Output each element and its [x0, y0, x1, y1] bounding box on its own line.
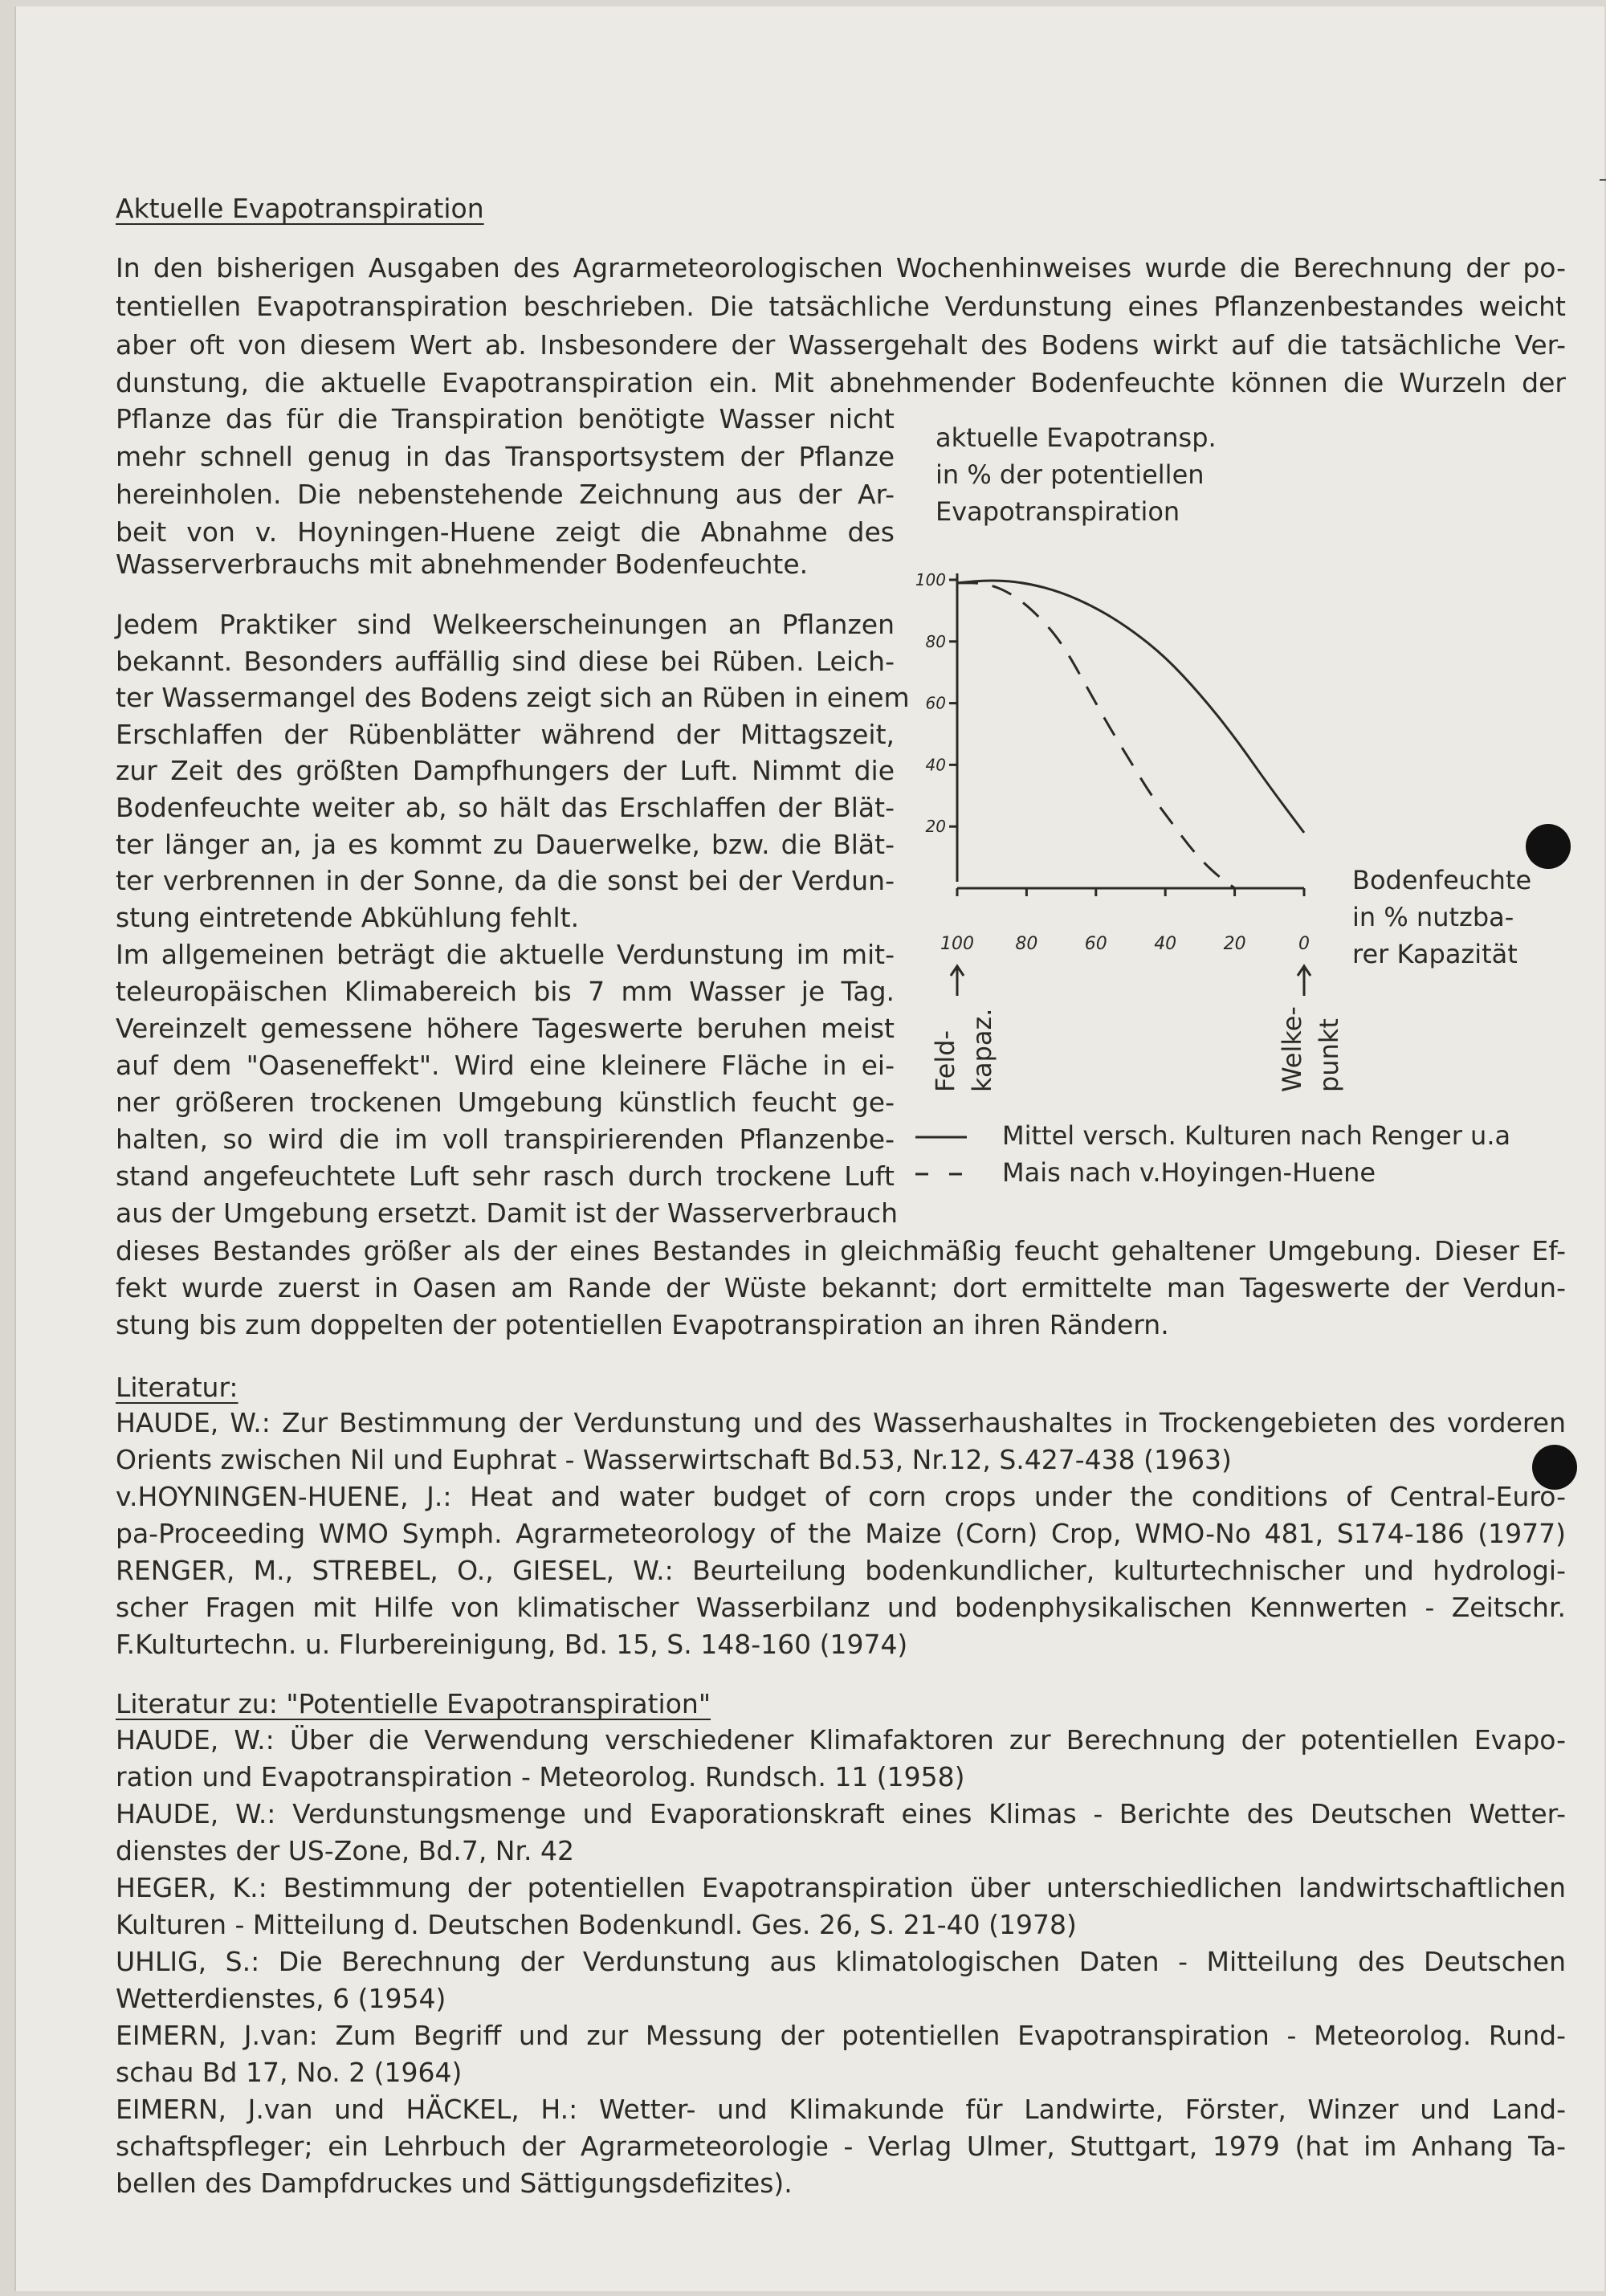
body-line: teleuropäischen Klimabereich bis 7 mm Wasser je Tag. — [116, 976, 895, 1007]
chart-x-axis-label: Bodenfeuchte in % nutzba- rer Kapazität — [1352, 865, 1532, 969]
body-line: dieses Bestandes größer als der eines Bestandes in gleichmäßig feucht gehaltener Umgebung. Dieser Ef- — [116, 1235, 1566, 1266]
series-line-mais — [957, 583, 1235, 888]
section-title: Aktuelle Evapotranspiration — [116, 193, 484, 224]
x-tick-label: 20 — [1223, 934, 1246, 954]
reference-line: EIMERN, J.van und HÄCKEL, H.: Wetter- und Klimakunde für Landwirte, Förster, Winzer und Land- — [116, 2094, 1566, 2125]
reference-line: Orients zwischen Nil und Euphrat - Wasserwirtschaft Bd.53, Nr.12, S.427-438 (1963) — [116, 1444, 1232, 1475]
literature2-heading: Literatur zu: "Potentielle Evapotranspiration" — [116, 1688, 711, 1719]
body-line: Pflanze das für die Transpiration benötigte Wasser nicht — [116, 403, 895, 434]
x-end-label: Welke- — [1277, 1006, 1307, 1092]
x-tick-label: 60 — [1084, 934, 1107, 954]
body-line: halten, so wird die im voll transpirierenden Pflanzenbe- — [116, 1124, 895, 1155]
legend-label: Mittel versch. Kulturen nach Renger u.a — [1002, 1120, 1511, 1151]
body-line: mehr schnell genug in das Transportsystem der Pflanze — [116, 441, 895, 472]
body-line: ter Wassermangel des Bodens zeigt sich an Rüben in einem — [116, 682, 910, 713]
legend-entry-dashed — [915, 1157, 1376, 1188]
body-line: auf dem "Oaseneffekt". Wird eine kleinere Fläche in ei- — [116, 1050, 895, 1081]
body-line: Im allgemeinen beträgt die aktuelle Verdunstung im mit- — [116, 939, 895, 970]
reference-line: HEGER, K.: Bestimmung der potentiellen Evapotranspiration über unterschiedlichen landwirtschaftlichen — [116, 1872, 1566, 1903]
body-line: stung eintretende Abkühlung fehlt. — [116, 902, 580, 933]
y-tick-label: 60 — [925, 693, 946, 713]
body-line: Vereinzelt gemessene höhere Tageswerte beruhen meist — [116, 1013, 895, 1044]
y-tick-label: 80 — [925, 631, 946, 651]
x-end-label: kapaz. — [967, 1008, 997, 1092]
body-line: stand angefeuchtete Luft sehr rasch durch trockene Luft — [116, 1160, 895, 1192]
reference-line: HAUDE, W.: Zur Bestimmung der Verdunstung und des Wasserhaushaltes in Trockengebieten des vorderen — [116, 1407, 1566, 1438]
body-line: aber oft von diesem Wert ab. Insbesondere der Wassergehalt des Bodens wirkt auf die tatsächliche Ver- — [116, 329, 1566, 361]
y-tick-label: 40 — [925, 755, 946, 775]
body-line: fekt wurde zuerst in Oasen am Rande der Wüste bekannt; dort ermittelte man Tageswerte der Verdun- — [116, 1272, 1566, 1303]
body-line: zur Zeit des größten Dampfhungers der Luft. Nimmt die — [116, 755, 895, 786]
body-line: dunstung, die aktuelle Evapotranspiration ein. Mit abnehmender Bodenfeuchte können die Wurzeln der — [116, 367, 1566, 398]
body-line: beit von v. Hoyningen-Huene zeigt die Abnahme des — [116, 516, 895, 548]
reference-line: F.Kulturtechn. u. Flurbereinigung, Bd. 15, S. 148-160 (1974) — [116, 1629, 908, 1660]
x-end-label: punkt — [1314, 1018, 1344, 1092]
reference-line: pa-Proceeding WMO Symph. Agrarmeteorology of the Maize (Corn) Crop, WMO-No 481, S174-186 (1977) — [116, 1518, 1566, 1549]
reference-line: Kulturen - Mitteilung d. Deutschen Bodenkundl. Ges. 26, S. 21-40 (1978) — [116, 1909, 1077, 1940]
arrow-up-icon — [1298, 966, 1310, 996]
chart-y-axis-label: aktuelle Evapotransp. in % der potentiellen Evapotranspiration — [935, 422, 1217, 527]
reference-line: HAUDE, W.: Verdunstungsmenge und Evaporationskraft eines Klimas - Berichte des Deutschen Wetter- — [116, 1798, 1566, 1829]
legend-entry-solid — [915, 1120, 1510, 1151]
y-tick-label: 20 — [925, 817, 946, 837]
x-tick-label: 40 — [1154, 934, 1177, 954]
y-tick-label: 100 — [915, 570, 946, 589]
arrow-up-icon — [951, 966, 964, 996]
reference-line: RENGER, M., STREBEL, O., GIESEL, W.: Beurteilung bodenkundlicher, kulturtechnischer und hydrologi- — [116, 1555, 1566, 1586]
body-line: hereinholen. Die nebenstehende Zeichnung aus der Ar- — [116, 479, 895, 510]
legend-solid-sample — [915, 1135, 967, 1140]
reference-line: UHLIG, S.: Die Berechnung der Verdunstung aus klimatologischen Daten - Mitteilung des Deutschen — [116, 1946, 1566, 1977]
body-line: ter verbrennen in der Sonne, da die sonst bei der Verdun- — [116, 865, 895, 896]
body-line: Bodenfeuchte weiter ab, so hält das Erschlaffen der Blät- — [116, 792, 895, 823]
reference-line: schaftspfleger; ein Lehrbuch der Agrarmeteorologie - Verlag Ulmer, Stuttgart, 1979 (hat im Anhang Ta- — [116, 2131, 1566, 2162]
body-line: In den bisherigen Ausgaben des Agrarmeteorologischen Wochenhinweises wurde die Berechnung der po- — [116, 252, 1566, 283]
reference-line: bellen des Dampfdruckes und Sättigungsdefizites). — [116, 2168, 793, 2199]
series-line-mittel — [957, 581, 1304, 833]
body-line: ter länger an, ja es kommt zu Dauerwelke, bzw. die Blät- — [116, 829, 895, 860]
body-line: ner größeren trockenen Umgebung künstlich feucht ge- — [116, 1087, 895, 1118]
body-line: Erschlaffen der Rübenblätter während der Mittagszeit, — [116, 719, 895, 750]
x-tick-label: 100 — [940, 934, 974, 954]
x-end-label: Feld- — [930, 1030, 960, 1092]
legend-label: Mais nach v.Hoyingen-Huene — [1002, 1157, 1376, 1188]
body-line: stung bis zum doppelten der potentiellen Evapotranspiration an ihren Rändern. — [116, 1309, 1169, 1340]
reference-line: HAUDE, W.: Über die Verwendung verschiedener Klimafaktoren zur Berechnung der potentiellen Evapo- — [116, 1724, 1566, 1756]
x-tick-label: 80 — [1015, 934, 1038, 954]
reference-line: Wetterdienstes, 6 (1954) — [116, 1983, 446, 2014]
body-line: bekannt. Besonders auffällig sind diese bei Rüben. Leich- — [116, 646, 895, 677]
reference-line: dienstes der US-Zone, Bd.7, Nr. 42 — [116, 1835, 575, 1866]
reference-line: schau Bd 17, No. 2 (1964) — [116, 2057, 463, 2088]
legend-dashed-sample — [915, 1172, 967, 1177]
reference-line: ration und Evapotranspiration - Meteorolog. Rundsch. 11 (1958) — [116, 1761, 965, 1792]
body-line: aus der Umgebung ersetzt. Damit ist der Wasserverbrauch — [116, 1197, 899, 1229]
reference-line: scher Fragen mit Hilfe von klimatischer Wasserbilanz und bodenphysikalischen Kennwerten - Zeitschr. — [116, 1592, 1566, 1623]
body-line: Jedem Praktiker sind Welkeerscheinungen an Pflanzen — [116, 609, 895, 640]
reference-line: v.HOYNINGEN-HUENE, J.: Heat and water budget of corn crops under the conditions of Central-Euro- — [116, 1481, 1566, 1512]
body-line: Wasserverbrauchs mit abnehmender Bodenfeuchte. — [116, 549, 809, 580]
reference-line: EIMERN, J.van: Zum Begriff und zur Messung der potentiellen Evapotranspiration - Meteorolog. Rund- — [116, 2020, 1566, 2051]
literature-heading: Literatur: — [116, 1372, 238, 1403]
body-line: tentiellen Evapotranspiration beschrieben. Die tatsächliche Verdunstung eines Pflanzenbestandes weicht — [116, 291, 1566, 322]
x-tick-label: 0 — [1298, 934, 1310, 954]
